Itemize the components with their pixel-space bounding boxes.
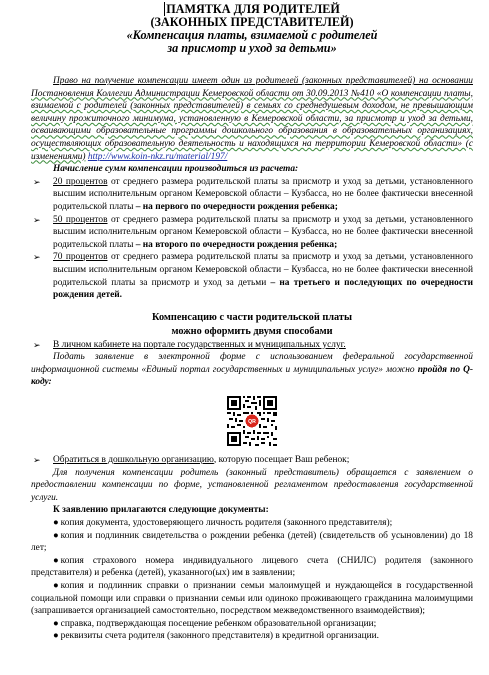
intro-lead: Право на получение компенсации имеет один из родителей (законных представителей) на основании xyxy=(53,76,473,86)
gosuslugi-qr-code[interactable] xyxy=(227,396,277,446)
title-line-3: «Компенсация платы, взимаемой с родителей xyxy=(126,28,378,42)
method-1 xyxy=(31,339,473,352)
docs-list-item xyxy=(31,580,473,618)
calc-heading: Начисление сумм компенсации производиться из расчета: xyxy=(53,164,299,175)
calc-item-percent: 50 процентов xyxy=(53,214,108,225)
docs-list-item xyxy=(31,618,473,631)
calc-item-bold: – на третьего и последующих по очередности рождения детей. xyxy=(53,277,473,301)
docs-item-text: реквизиты счета родителя (законного представителя) в кредитной организации. xyxy=(60,631,380,642)
docs-item-text: копия и подлинник справки о признании семьи малоимущей и нуждающейся в государственной социальной помощи или справки о признании семьи или одиноко проживающего гражданина малоимущими (запрашивается организацией самостоятельно, посредством межведомственного взаимодействия); xyxy=(31,581,473,617)
calc-item-bold: – на второго по очередности рождения ребенка; xyxy=(133,239,338,250)
arrow-bullet-icon: ➢ xyxy=(33,214,41,225)
title-line-1: ПАМЯТКА ДЛЯ РОДИТЕЛЕЙ xyxy=(166,2,340,16)
calc-item-text: от среднего размера родительской платы за присмотр и уход за детьми, установленного высшим исполнительным органом Кемеровской области – Кузбасса, но не более фактически внесенной родительской платы xyxy=(53,214,473,250)
docs-item-text: копия страхового номера индивидуального лицевого счета (СНИЛС) родителя (законного представителя) и ребенка (детей), указанного(ых) им в заявлении; xyxy=(31,555,473,579)
method-1-label: В личном кабинете на портале государственных и муниципальных услуг. xyxy=(53,339,346,350)
arrow-bullet-icon: ➢ xyxy=(33,455,41,466)
calc-item-text: от среднего размера родительской платы за присмотр и уход за детьми, установленного высшим исполнительным органом Кемеровской области – Кузбасса, но не более фактически внесенной родительской платы xyxy=(53,176,473,212)
bullet-icon: ● xyxy=(53,555,59,566)
document-title xyxy=(31,0,473,55)
calc-item-percent: 20 процентов xyxy=(53,176,108,187)
qr-caption: QR xyxy=(248,419,256,426)
arrow-bullet-icon: ➢ xyxy=(33,339,41,350)
methods-heading xyxy=(31,311,473,339)
calc-item xyxy=(31,251,473,301)
calc-item-percent: 70 процентов xyxy=(53,252,108,263)
intro-paragraph xyxy=(31,75,473,163)
docs-list-item xyxy=(31,555,473,580)
method-2-hint: Для получения компенсации родитель (законный представитель) обращается с заявлением о предоставлении компенсации по форме, установленной регламентом предоставления государственной услуги. xyxy=(31,467,473,503)
bullet-icon: ● xyxy=(53,581,59,591)
method-2-label: Обратиться в дошкольную организацию xyxy=(53,455,214,466)
title-line-4: за присмотр и уход за детьми» xyxy=(167,41,337,55)
docs-list-item xyxy=(31,630,473,643)
method-1-hint-bold: пройдя по Q-коду: xyxy=(31,364,474,388)
calc-item xyxy=(31,214,473,252)
method-2-label-rest: , которую посещает Ваш ребенок; xyxy=(213,455,350,466)
bullet-icon: ● xyxy=(53,530,59,541)
docs-heading: К заявлению прилагаются следующие документы: xyxy=(53,505,269,516)
arrow-bullet-icon: ➢ xyxy=(33,252,41,263)
method-1-hint xyxy=(31,351,473,389)
bullet-icon: ● xyxy=(53,618,59,629)
intro-link[interactable]: http://www.koin-nkz.ru/material/197/ xyxy=(87,151,228,162)
arrow-bullet-icon: ➢ xyxy=(33,176,41,187)
title-line-2: (ЗАКОННЫХ ПРЕДСТАВИТЕЛЕЙ) xyxy=(150,15,354,29)
bullet-icon: ● xyxy=(53,518,59,529)
calc-item-text: от среднего размера родительской платы за присмотр и уход за детьми, установленного высшим исполнительным органом Кемеровской области – Кузбасса, но не более фактически внесенной родительской платы за присмотр и уход за детьми xyxy=(53,252,473,288)
methods-title-line-1: Компенсацию с части родительской платы xyxy=(151,311,353,323)
calc-item xyxy=(31,176,473,214)
methods-title-line-2: можно оформить двумя способами xyxy=(171,325,333,337)
docs-list-item xyxy=(31,517,473,530)
docs-item-text: копия и подлинник свидетельства о рождении ребенка (детей) (свидетельств об усыновлении) до 18 лет; xyxy=(31,530,473,554)
calc-item-bold: – на первого по очередности рождения ребенка; xyxy=(133,201,338,212)
docs-item-text: справка, подтверждающая посещение ребенком образовательной организации; xyxy=(60,618,377,629)
bullet-icon: ● xyxy=(53,631,59,642)
method-2 xyxy=(31,454,473,467)
docs-item-text: копия документа, удостоверяющего личность родителя (законного представителя); xyxy=(60,518,393,529)
method-1-hint-text: Подать заявление в электронной форме с использованием федеральной государственной информационной системы «Единый портал государственных и муниципальных услуг» можно xyxy=(31,352,473,375)
intro-body: Постановления Коллегии Администрации Кемеровской области от 30.09.2013 №410 «О компенсации платы, взимаемой с родителей (законных представителей) в семьях со среднедушевым доходом, не превышающим величину прожиточного минимума, установленную в Кемеровской области, за присмотр и уход за детьми, осваивающими образовательные программы дошкольного образования в образовательных организациях, осуществляющих образовательную деятельность и находящихся на территории Кемеровской области» (с изменениями) xyxy=(31,88,473,162)
docs-list-item xyxy=(31,530,473,555)
